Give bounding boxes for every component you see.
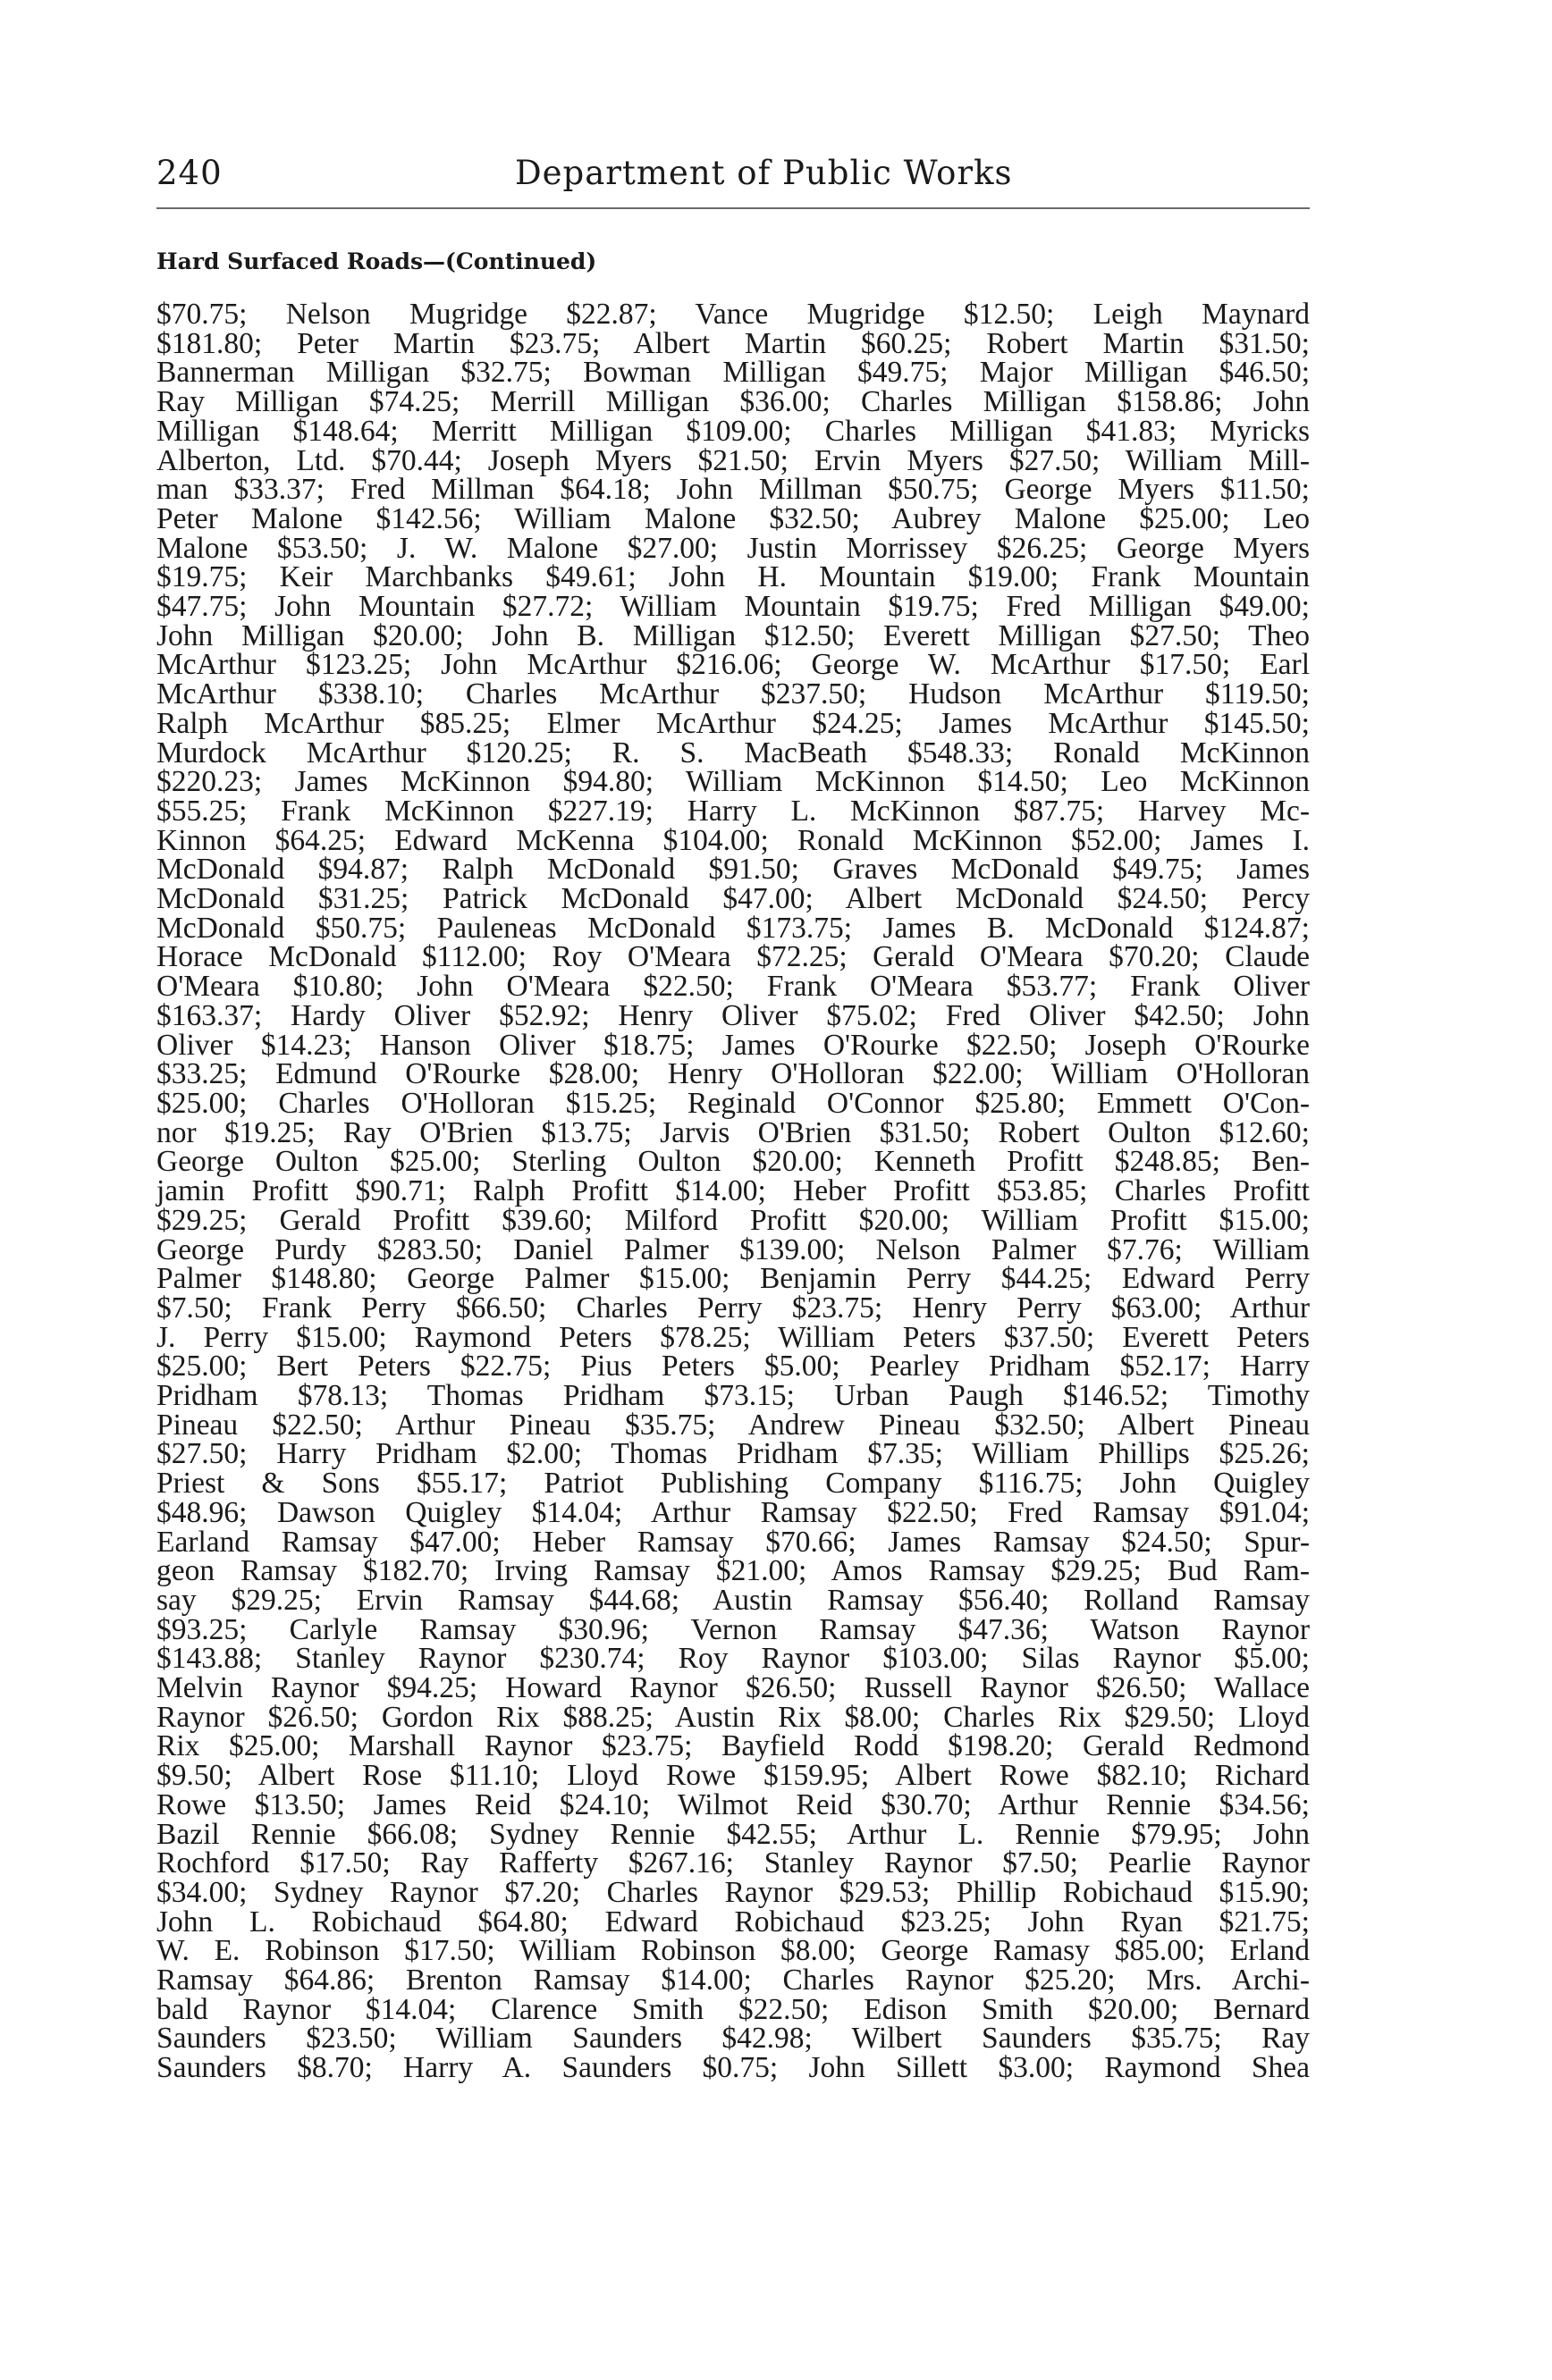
text-line: McArthur $338.10; Charles McArthur $237.50; Hudson McArthur $119.50; [156, 677, 1310, 711]
text-line: $9.50; Albert Rose $11.10; Lloyd Rowe $159.95; Albert Rowe $82.10; Richard [156, 1759, 1310, 1793]
text-line: Rochford $17.50; Ray Rafferty $267.16; Stanley Raynor $7.50; Pearlie Raynor [156, 1846, 1310, 1880]
text-line: McDonald $31.25; Patrick McDonald $47.00; Albert McDonald $24.50; Percy [156, 882, 1310, 916]
section-heading: Hard Surfaced Roads—(Continued) [156, 248, 597, 274]
text-line: $25.00; Bert Peters $22.75; Pius Peters $5.00; Pearley Pridham $52.17; Harry [156, 1350, 1310, 1383]
text-line: bald Raynor $14.04; Clarence Smith $22.50; Edison Smith $20.00; Bernard [156, 1992, 1310, 2026]
text-line: Bannerman Milligan $32.75; Bowman Milligan $49.75; Major Milligan $46.50; [156, 356, 1310, 390]
text-line: Saunders $8.70; Harry A. Saunders $0.75; John Sillett $3.00; Raymond Shea [156, 2051, 1310, 2085]
text-line: $163.37; Hardy Oliver $52.92; Henry Oliver $75.02; Fred Oliver $42.50; John [156, 998, 1310, 1032]
text-line: Ralph McArthur $85.25; Elmer McArthur $24.25; James McArthur $145.50; [156, 706, 1310, 740]
text-line: $143.88; Stanley Raynor $230.74; Roy Raynor $103.00; Silas Raynor $5.00; [156, 1642, 1310, 1676]
text-line: Melvin Raynor $94.25; Howard Raynor $26.50; Russell Raynor $26.50; Wallace [156, 1671, 1310, 1705]
text-line: $19.75; Keir Marchbanks $49.61; John H. Mountain $19.00; Frank Mountain [156, 560, 1310, 594]
text-line: Milligan $148.64; Merritt Milligan $109.00; Charles Milligan $41.83; Myricks [156, 414, 1310, 448]
text-line: $25.00; Charles O'Holloran $15.25; Reginald O'Connor $25.80; Emmett O'Con- [156, 1086, 1310, 1120]
text-line: McArthur $123.25; John McArthur $216.06; George W. McArthur $17.50; Earl [156, 648, 1310, 682]
text-line: geon Ramsay $182.70; Irving Ramsay $21.00; Amos Ramsay $29.25; Bud Ram- [156, 1554, 1310, 1588]
text-line: Rowe $13.50; James Reid $24.10; Wilmot Reid $30.70; Arthur Rennie $34.56; [156, 1787, 1310, 1821]
text-line: George Oulton $25.00; Sterling Oulton $20.00; Kenneth Profitt $248.85; Ben- [156, 1145, 1310, 1179]
text-line: George Purdy $283.50; Daniel Palmer $139.00; Nelson Palmer $7.76; William [156, 1232, 1310, 1266]
text-line: $181.80; Peter Martin $23.75; Albert Martin $60.25; Robert Martin $31.50; [156, 326, 1310, 360]
running-title: Department of Public Works [515, 154, 1013, 192]
body-text [156, 300, 1310, 2083]
header-rule [156, 207, 1310, 209]
text-line: Rix $25.00; Marshall Raynor $23.75; Bayfield Rodd $198.20; Gerald Redmond [156, 1729, 1310, 1763]
text-line: Alberton, Ltd. $70.44; Joseph Myers $21.50; Ervin Myers $27.50; William Mill- [156, 443, 1310, 477]
text-line: Raynor $26.50; Gordon Rix $88.25; Austin Rix $8.00; Charles Rix $29.50; Lloyd [156, 1700, 1310, 1734]
text-line: $48.96; Dawson Quigley $14.04; Arthur Ramsay $22.50; Fred Ramsay $91.04; [156, 1495, 1310, 1529]
text-line: $27.50; Harry Pridham $2.00; Thomas Pridham $7.35; William Phillips $25.26; [156, 1437, 1310, 1471]
text-line: $220.23; James McKinnon $94.80; William McKinnon $14.50; Leo McKinnon [156, 765, 1310, 799]
text-line: $29.25; Gerald Profitt $39.60; Milford Profitt $20.00; William Profitt $15.00; [156, 1203, 1310, 1237]
text-line: Oliver $14.23; Hanson Oliver $18.75; James O'Rourke $22.50; Joseph O'Rourke [156, 1028, 1310, 1062]
text-line: Saunders $23.50; William Saunders $42.98; Wilbert Saunders $35.75; Ray [156, 2022, 1310, 2056]
text-line: Ramsay $64.86; Brenton Ramsay $14.00; Charles Raynor $25.20; Mrs. Archi- [156, 1964, 1310, 1997]
text-line: John L. Robichaud $64.80; Edward Robichaud $23.25; John Ryan $21.75; [156, 1905, 1310, 1938]
text-line: $55.25; Frank McKinnon $227.19; Harry L. McKinnon $87.75; Harvey Mc- [156, 794, 1310, 828]
text-line: J. Perry $15.00; Raymond Peters $78.25; William Peters $37.50; Everett Peters [156, 1320, 1310, 1354]
text-line: $47.75; John Mountain $27.72; William Mountain $19.75; Fred Milligan $49.00; [156, 590, 1310, 624]
text-line: $70.75; Nelson Mugridge $22.87; Vance Mugridge $12.50; Leigh Maynard [156, 298, 1310, 331]
text-line: Ray Milligan $74.25; Merrill Milligan $36.00; Charles Milligan $158.86; John [156, 385, 1310, 419]
text-line: John Milligan $20.00; John B. Milligan $12.50; Everett Milligan $27.50; Theo [156, 618, 1310, 652]
text-line: Pineau $22.50; Arthur Pineau $35.75; Andrew Pineau $32.50; Albert Pineau [156, 1408, 1310, 1442]
text-line: Murdock McArthur $120.25; R. S. MacBeath $548.33; Ronald McKinnon [156, 736, 1310, 770]
text-line: Earland Ramsay $47.00; Heber Ramsay $70.66; James Ramsay $24.50; Spur- [156, 1525, 1310, 1559]
text-line: McDonald $94.87; Ralph McDonald $91.50; Graves McDonald $49.75; James [156, 853, 1310, 887]
text-line: Kinnon $64.25; Edward McKenna $104.00; Ronald McKinnon $52.00; James I. [156, 823, 1310, 857]
text-line: McDonald $50.75; Pauleneas McDonald $173.75; James B. McDonald $124.87; [156, 911, 1310, 945]
text-line: O'Meara $10.80; John O'Meara $22.50; Frank O'Meara $53.77; Frank Oliver [156, 970, 1310, 1004]
text-line: $33.25; Edmund O'Rourke $28.00; Henry O'Holloran $22.00; William O'Holloran [156, 1057, 1310, 1091]
text-line: $34.00; Sydney Raynor $7.20; Charles Raynor $29.53; Phillip Robichaud $15.90; [156, 1875, 1310, 1909]
text-line: $93.25; Carlyle Ramsay $30.96; Vernon Ramsay $47.36; Watson Raynor [156, 1612, 1310, 1646]
text-line: nor $19.25; Ray O'Brien $13.75; Jarvis O'Brien $31.50; Robert Oulton $12.60; [156, 1115, 1310, 1149]
text-line: Malone $53.50; J. W. Malone $27.00; Justin Morrissey $26.25; George Myers [156, 531, 1310, 565]
text-line: Horace McDonald $112.00; Roy O'Meara $72.25; Gerald O'Meara $70.20; Claude [156, 940, 1310, 974]
text-line: Bazil Rennie $66.08; Sydney Rennie $42.55; Arthur L. Rennie $79.95; John [156, 1817, 1310, 1851]
text-line: Palmer $148.80; George Palmer $15.00; Benjamin Perry $44.25; Edward Perry [156, 1262, 1310, 1296]
text-line: $7.50; Frank Perry $66.50; Charles Perry $23.75; Henry Perry $63.00; Arthur [156, 1291, 1310, 1325]
page-number: 240 [156, 154, 223, 192]
text-line: Priest & Sons $55.17; Patriot Publishing Company $116.75; John Quigley [156, 1467, 1310, 1501]
text-line: Peter Malone $142.56; William Malone $32.50; Aubrey Malone $25.00; Leo [156, 501, 1310, 535]
text-line: jamin Profitt $90.71; Ralph Profitt $14.00; Heber Profitt $53.85; Charles Profitt [156, 1174, 1310, 1208]
text-line: W. E. Robinson $17.50; William Robinson $8.00; George Ramasy $85.00; Erland [156, 1934, 1310, 1968]
text-line: say $29.25; Ervin Ramsay $44.68; Austin Ramsay $56.40; Rolland Ramsay [156, 1583, 1310, 1617]
text-line: man $33.37; Fred Millman $64.18; John Millman $50.75; George Myers $11.50; [156, 473, 1310, 507]
text-line: Pridham $78.13; Thomas Pridham $73.15; Urban Paugh $146.52; Timothy [156, 1379, 1310, 1413]
